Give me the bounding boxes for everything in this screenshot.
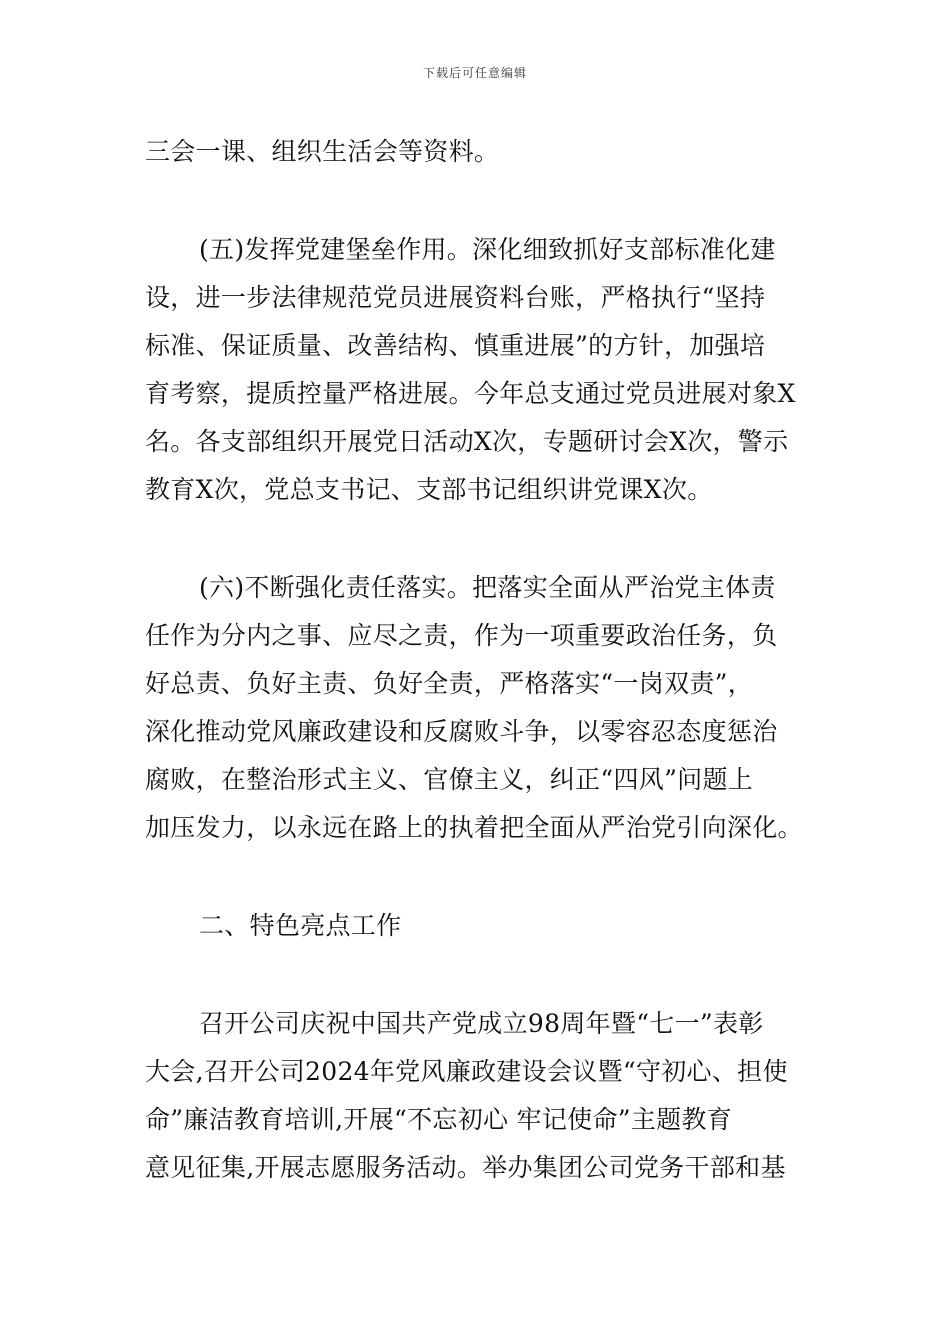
- text-line: 教育X次，党总支书记、支部书记组织讲党课X次。: [145, 475, 713, 504]
- text-line: (六)不断强化责任落实。把落实全面从严治党主体责: [199, 573, 776, 602]
- text-line: 好总责、负好主责、负好全责，严格落实“一岗双责”，: [145, 669, 754, 698]
- text-line: 大会,召开公司2024年党风廉政建设会议暨“守初心、担使: [145, 1057, 788, 1086]
- text-line: 标准、保证质量、改善结构、慎重进展”的方针，加强培: [145, 331, 766, 360]
- text-line: 任作为分内之事、应尽之责，作为一项重要政治任务，负: [145, 621, 778, 650]
- paragraph-continuation: [145, 128, 805, 176]
- text-line: 腐败，在整治形式主义、官僚主义，纠正“四风”问题上: [145, 765, 754, 794]
- paragraph-section-five: [145, 226, 805, 514]
- text-line: 命”廉洁教育培训,开展“不忘初心 牢记使命”主题教育: [145, 1105, 733, 1134]
- paragraph-gap: [145, 852, 805, 902]
- document-body: [145, 128, 805, 1192]
- page-header: 下载后可任意编辑: [422, 66, 527, 80]
- text-line: 育考察，提质控量严格进展。今年总支通过党员进展对象X: [145, 379, 796, 408]
- text-line: 召开公司庆祝中国共产党成立98周年暨“七一”表彰: [199, 1009, 764, 1038]
- paragraph-gap: [145, 176, 805, 226]
- text-line: (五)发挥党建堡垒作用。深化细致抓好支部标准化建: [199, 235, 776, 264]
- paragraph-section-six: [145, 564, 805, 852]
- text-line: 加压发力，以永远在路上的执着把全面从严治党引向深化。: [145, 813, 803, 842]
- text-line: 深化推动党风廉政建设和反腐败斗争，以零容忍态度惩治: [145, 717, 778, 746]
- text-line: 设，进一步法律规范党员进展资料台账，严格执行“坚持: [145, 283, 766, 312]
- paragraph-gap: [145, 950, 805, 1000]
- paragraph-gap: [145, 514, 805, 564]
- text-line: 名。各支部组织开展党日活动X次，专题研讨会X次，警示: [145, 427, 789, 456]
- heading-line: 二、特色亮点工作: [199, 911, 402, 940]
- text-line: 意见征集,开展志愿服务活动。举办集团公司党务干部和基: [145, 1153, 786, 1182]
- text-line: 三会一课、组织生活会等资料。: [145, 137, 500, 166]
- paragraph-highlights: [145, 1000, 805, 1192]
- section-heading: [145, 902, 805, 950]
